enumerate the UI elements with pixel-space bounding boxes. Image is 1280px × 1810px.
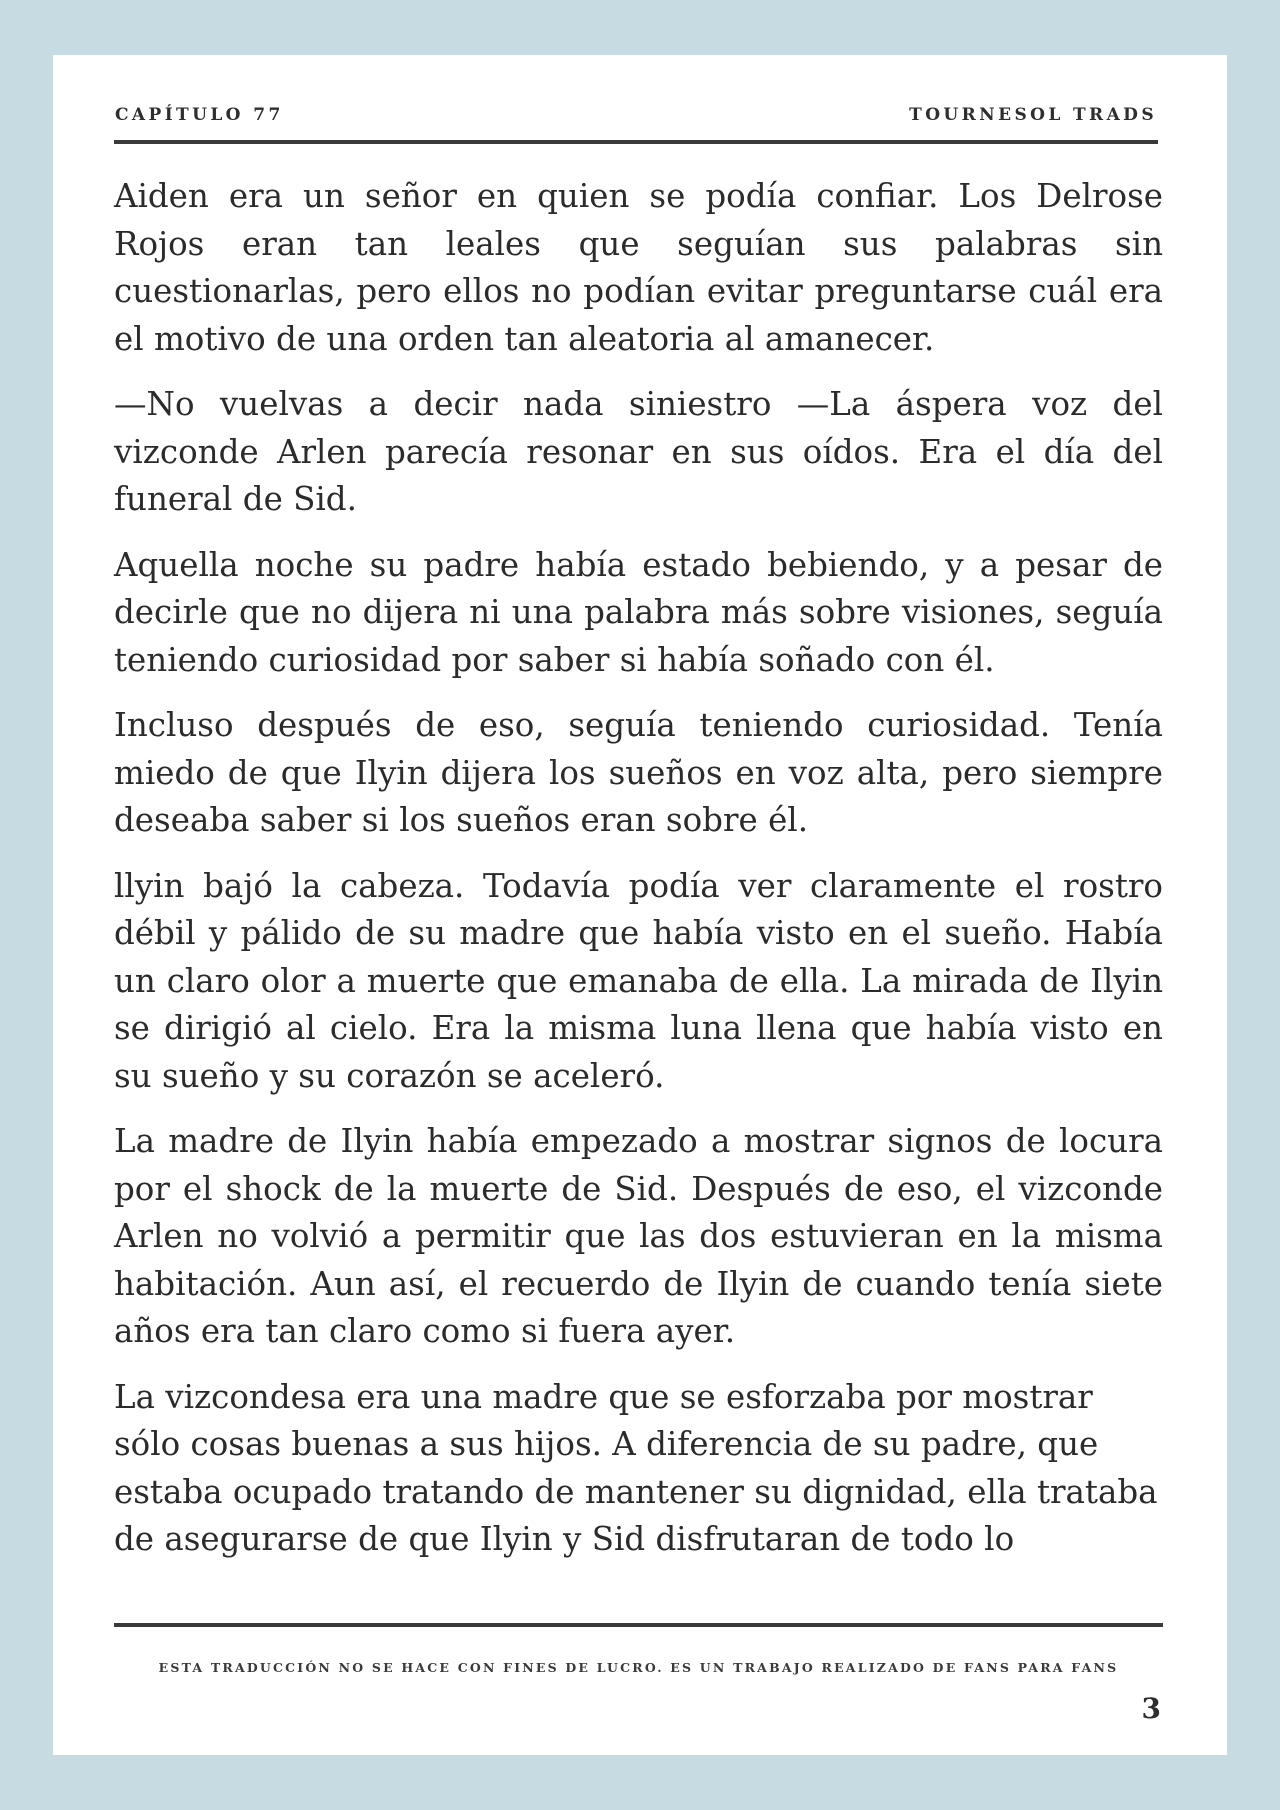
footer-disclaimer: ESTA TRADUCCIÓN NO SE HACE CON FINES DE LUCRO. ES UN TRABAJO REALIZADO DE FANS PARA FANS (158, 1660, 1119, 1675)
page-header (115, 105, 1157, 129)
footer-divider (114, 1623, 1163, 1627)
chapter-body (114, 173, 1163, 1582)
paragraph: La madre de Ilyin había empezado a mostrar signos de locura por el shock de la muerte de Sid. Después de eso, el vizconde Arlen no volvió a permitir que las dos estuvieran en la misma habitación. Aun así, el recuerdo de Ilyin de cuando tenía siete años era tan claro como si fuera ayer. (114, 1122, 1163, 1350)
chapter-title: CAPÍTULO 77 (115, 105, 284, 125)
document-page (53, 55, 1227, 1755)
translator-group: TOURNESOL TRADS (909, 105, 1157, 125)
paragraph: llyin bajó la cabeza. Todavía podía ver claramente el rostro débil y pálido de su madre que había visto en el sueño. Había un claro olor a muerte que emanaba de ella. La mirada de Ilyin se dirigió al cielo. Era la misma luna llena que había visto en su sueño y su corazón se aceleró. (114, 866, 1163, 1095)
paragraph: Aquella noche su padre había estado bebiendo, y a pesar de decirle que no dijera ni una palabra más sobre visiones, seguía teniendo curiosidad por saber si había soñado con él. (114, 545, 1163, 679)
page-number: 3 (1141, 1692, 1161, 1725)
paragraph: La vizcondesa era una madre que se esforzaba por mostrar sólo cosas buenas a sus hijos. A diferencia de su padre, que estaba ocupado tratando de mantener su dignidad, ella trataba de asegurarse de que Ilyin y Sid disfrutaran de todo lo (114, 1377, 1158, 1558)
paragraph: —No vuelvas a decir nada siniestro —La áspera voz del vizconde Arlen parecía resonar en sus oídos. Era el día del funeral de Sid. (114, 385, 1163, 518)
header-divider (114, 140, 1158, 144)
paragraph: Aiden era un señor en quien se podía confiar. Los Delrose Rojos eran tan leales que seguían sus palabras sin cuestionarlas, pero ellos no podían evitar preguntarse cuál era el motivo de una orden tan aleatoria al amanecer. (114, 177, 1163, 358)
paragraph: Incluso después de eso, seguía teniendo curiosidad. Tenía miedo de que Ilyin dijera los sueños en voz alta, pero siempre deseaba saber si los sueños eran sobre él. (114, 706, 1163, 839)
